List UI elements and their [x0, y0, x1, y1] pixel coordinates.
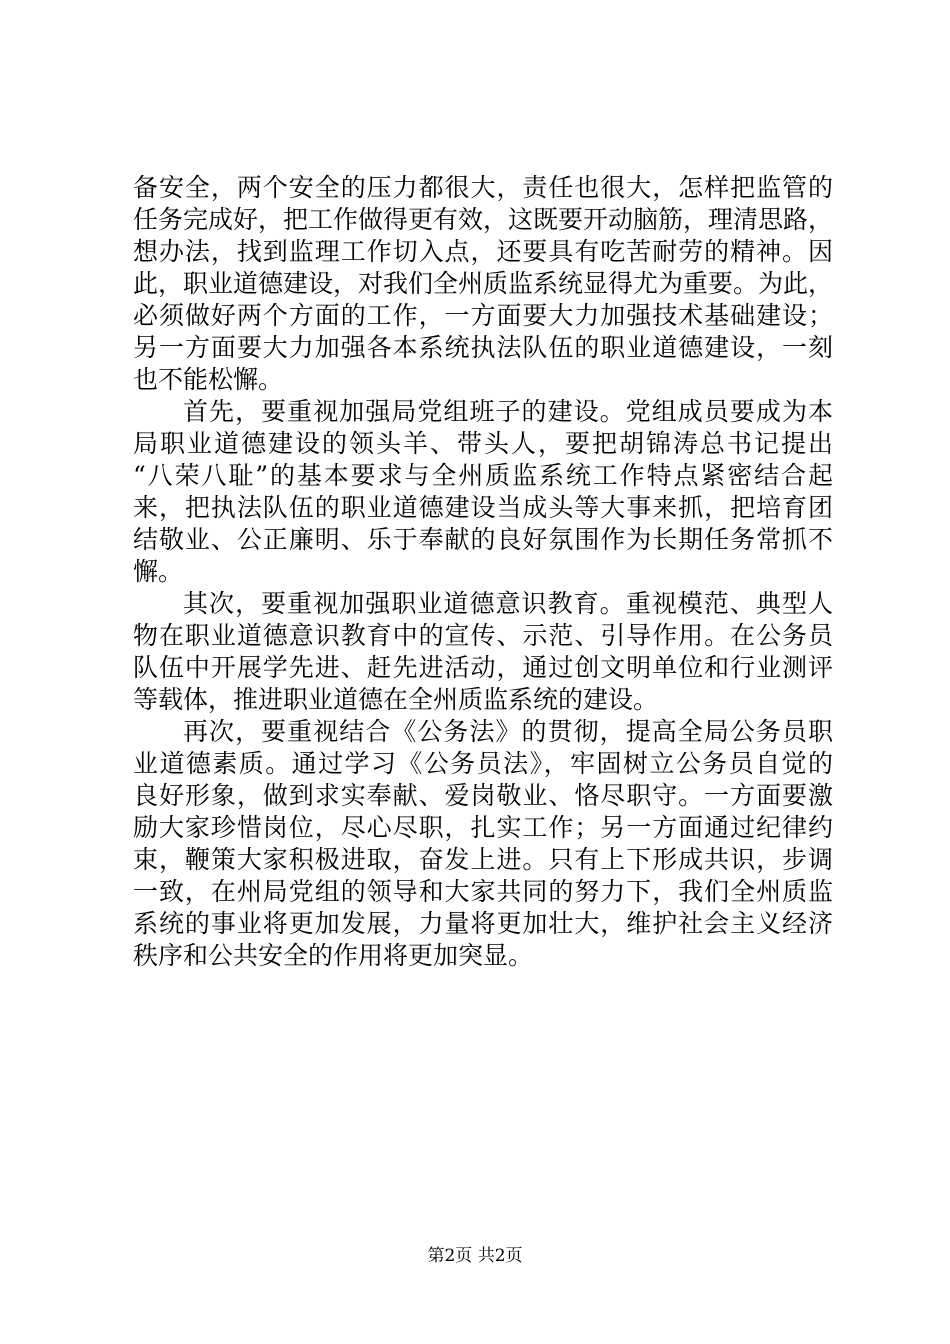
- text-line: 另一方面要大力加强各本系统执法队伍的职业道德建设，一刻: [133, 333, 833, 362]
- text-line: 必须做好两个方面的工作，一方面要大力加强技术基础建设；: [133, 301, 833, 330]
- text-line: 备安全，两个安全的压力都很大，责任也很大，怎样把监管的: [133, 173, 833, 202]
- text-line: 业道德素质。通过学习《公务员法》，牢固树立公务员自觉的: [133, 749, 833, 778]
- text-line: 此，职业道德建设，对我们全州质监系统显得尤为重要。为此，: [133, 269, 834, 298]
- text-line: 也不能松懈。: [133, 365, 284, 394]
- text-line: 秩序和公共安全的作用将更加突显。: [133, 941, 534, 970]
- text-line: 懈。: [133, 557, 184, 586]
- text-line: 任务完成好，把工作做得更有效，这既要开动脑筋，理清思路，: [133, 205, 834, 234]
- text-line: “八荣八耻”的基本要求与全州质监系统工作特点紧密结合起: [133, 461, 833, 490]
- text-line: 结敬业、公正廉明、乐于奉献的良好氛围作为长期任务常抓不: [133, 525, 833, 554]
- text-line: 一致，在州局党组的领导和大家共同的努力下，我们全州质监: [133, 877, 833, 906]
- text-line: 想办法，找到监理工作切入点，还要具有吃苦耐劳的精神。因: [133, 237, 833, 266]
- text-line: 物在职业道德意识教育中的宣传、示范、引导作用。在公务员: [133, 621, 833, 650]
- text-line: 励大家珍惜岗位，尽心尽职，扎实工作；另一方面通过纪律约: [133, 813, 833, 842]
- text-line: 队伍中开展学先进、赶先进活动，通过创文明单位和行业测评: [133, 653, 833, 682]
- paragraph-first-line: 首先，要重视加强局党组班子的建设。党组成员要成为本: [183, 397, 833, 426]
- text-line: 系统的事业将更加发展，力量将更加壮大，维护社会主义经济: [133, 909, 833, 938]
- page-number-footer: 第2页 共2页: [427, 1246, 523, 1266]
- paragraph-first-line: 再次，要重视结合《公务法》的贯彻，提高全局公务员职: [183, 717, 833, 746]
- text-line: 局职业道德建设的领头羊、带头人，要把胡锦涛总书记提出: [133, 429, 833, 458]
- text-line: 束，鞭策大家积极进取，奋发上进。只有上下形成共识，步调: [133, 845, 833, 874]
- paragraph-first-line: 其次，要重视加强职业道德意识教育。重视模范、典型人: [183, 589, 833, 618]
- document-body: [133, 172, 833, 972]
- text-line: 良好形象，做到求实奉献、爱岗敬业、恪尽职守。一方面要激: [133, 781, 833, 810]
- text-line: 来，把执法队伍的职业道德建设当成头等大事来抓，把培育团: [133, 493, 833, 522]
- text-line: 等载体，推进职业道德在全州质监系统的建设。: [133, 685, 659, 714]
